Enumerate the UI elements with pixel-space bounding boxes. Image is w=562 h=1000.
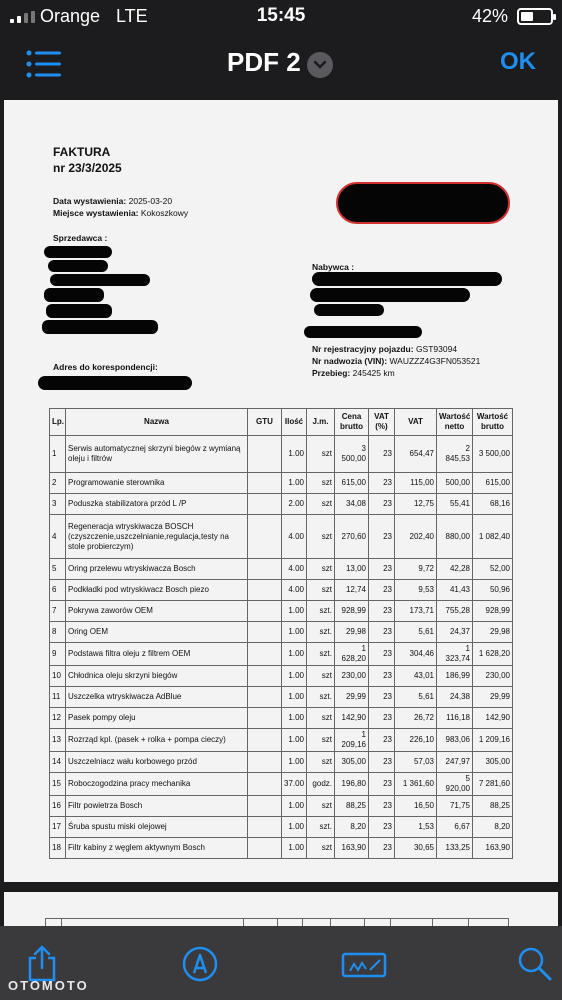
cell-gtu (248, 515, 282, 559)
cell-gross: 68,16 (473, 494, 513, 515)
search-button[interactable] (515, 944, 555, 984)
cell-price: 88,25 (335, 796, 369, 817)
cell-unit: szt (307, 559, 335, 580)
cell-name: Poduszka stabilizatora przód L /P (66, 494, 248, 515)
cell-price: 1 209,16 (335, 729, 369, 752)
chevron-down-icon (313, 60, 327, 70)
cell-gross: 305,00 (473, 752, 513, 773)
cell-vat: 226,10 (395, 729, 437, 752)
cell-price: 29,99 (335, 687, 369, 708)
cell-qty: 1.00 (282, 729, 307, 752)
table-row (50, 838, 513, 859)
redacted-block (312, 272, 502, 286)
cell-vatpct: 23 (369, 729, 395, 752)
cell-vatpct: 23 (369, 838, 395, 859)
cell-lp: 15 (50, 773, 66, 796)
cell-unit: szt. (307, 622, 335, 643)
cell-vat: 202,40 (395, 515, 437, 559)
cell-price: 230,00 (335, 666, 369, 687)
cell-net: 247,97 (437, 752, 473, 773)
cell-lp: 1 (50, 436, 66, 473)
cell-gross: 142,90 (473, 708, 513, 729)
cell-net: 24,38 (437, 687, 473, 708)
col-qty: Ilość (282, 409, 307, 436)
cell-net: 6,67 (437, 817, 473, 838)
cell-gtu (248, 643, 282, 666)
cell-gross: 1 628,20 (473, 643, 513, 666)
table-row (50, 515, 513, 559)
pdf-viewer[interactable] (0, 96, 562, 926)
cell-lp: 4 (50, 515, 66, 559)
cell-lp: 12 (50, 708, 66, 729)
col-lp: Lp. (50, 409, 66, 436)
invoice-title: FAKTURA nr 23/3/2025 (53, 145, 122, 175)
table-row (50, 817, 513, 838)
table-row (50, 752, 513, 773)
cell-gross: 7 281,60 (473, 773, 513, 796)
cell-gtu (248, 473, 282, 494)
cell-price: 3 500,00 (335, 436, 369, 473)
cell-net: 116,18 (437, 708, 473, 729)
cell-qty: 1.00 (282, 687, 307, 708)
cell-vat: 9,53 (395, 580, 437, 601)
cell-vatpct: 23 (369, 559, 395, 580)
invoice-number: nr 23/3/2025 (53, 161, 122, 175)
outline-list-icon[interactable] (26, 50, 62, 78)
cell-gtu (248, 838, 282, 859)
cell-name: Filtr kabiny z węglem aktywnym Bosch (66, 838, 248, 859)
cell-vatpct: 23 (369, 580, 395, 601)
cell-unit: szt (307, 494, 335, 515)
cell-vatpct: 23 (369, 622, 395, 643)
cell-unit: szt (307, 473, 335, 494)
cell-vat: 12,75 (395, 494, 437, 515)
cell-name: Śruba spustu miski olejowej (66, 817, 248, 838)
cell-gross: 29,99 (473, 687, 513, 708)
cell-qty: 1.00 (282, 817, 307, 838)
table-row (50, 559, 513, 580)
signature-button[interactable] (340, 944, 388, 984)
cell-name: Uszczelniacz wału korbowego przód (66, 752, 248, 773)
cell-lp: 8 (50, 622, 66, 643)
cell-gtu (248, 559, 282, 580)
col-vat-pct: VAT (%) (369, 409, 395, 436)
cell-unit: szt. (307, 601, 335, 622)
table-row (50, 580, 513, 601)
cell-net: 42,28 (437, 559, 473, 580)
cell-lp: 16 (50, 796, 66, 817)
network-type: LTE (116, 6, 148, 26)
cell-name: Podstawa filtra oleju z filtrem OEM (66, 643, 248, 666)
cell-net: 2 845,53 (437, 436, 473, 473)
cell-gtu (248, 601, 282, 622)
ok-button[interactable]: OK (500, 48, 536, 75)
vehicle-mileage: Przebieg: 245425 km (312, 368, 395, 378)
cell-gross: 1 082,40 (473, 515, 513, 559)
cell-lp: 9 (50, 643, 66, 666)
invoice-items-table (49, 408, 512, 859)
cell-vatpct: 23 (369, 666, 395, 687)
cell-vat: 1 361,60 (395, 773, 437, 796)
col-vat: VAT (395, 409, 437, 436)
cell-qty: 1.00 (282, 473, 307, 494)
cell-unit: szt. (307, 817, 335, 838)
cell-price: 270,60 (335, 515, 369, 559)
issue-date: Data wystawienia: 2025-03-20 (53, 196, 173, 206)
cell-gross: 3 500,00 (473, 436, 513, 473)
cell-lp: 10 (50, 666, 66, 687)
cell-vat: 304,46 (395, 643, 437, 666)
col-net-value: Wartość netto (437, 409, 473, 436)
cell-gross: 928,99 (473, 601, 513, 622)
cell-vatpct: 23 (369, 436, 395, 473)
cell-net: 880,00 (437, 515, 473, 559)
cell-vat: 26,72 (395, 708, 437, 729)
cell-lp: 17 (50, 817, 66, 838)
battery-percent: 42% (472, 6, 509, 26)
cell-net: 983,06 (437, 729, 473, 752)
title-menu-button[interactable] (307, 52, 333, 78)
redacted-block (42, 320, 158, 334)
cell-gross: 230,00 (473, 666, 513, 687)
signature-icon (340, 944, 388, 984)
cell-unit: szt (307, 580, 335, 601)
cell-net: 133,25 (437, 838, 473, 859)
cell-gtu (248, 773, 282, 796)
col-name: Nazwa (66, 409, 248, 436)
cell-price: 1 628,20 (335, 643, 369, 666)
cell-net: 186,99 (437, 666, 473, 687)
cell-gtu (248, 729, 282, 752)
cell-qty: 1.00 (282, 796, 307, 817)
cell-name: Uszczelka wtryskiwacza AdBlue (66, 687, 248, 708)
cell-gtu (248, 796, 282, 817)
cell-lp: 18 (50, 838, 66, 859)
cell-name: Programowanie sterownika (66, 473, 248, 494)
cell-unit: szt (307, 752, 335, 773)
cell-name: Oring OEM (66, 622, 248, 643)
cell-price: 142,90 (335, 708, 369, 729)
cell-qty: 4.00 (282, 515, 307, 559)
cell-vatpct: 23 (369, 752, 395, 773)
cell-gross: 29,98 (473, 622, 513, 643)
nav-bar (0, 34, 562, 96)
cell-qty: 1.00 (282, 601, 307, 622)
table-row (50, 643, 513, 666)
redacted-block (50, 274, 150, 286)
col-gross-price: Cena brutto (335, 409, 369, 436)
cell-unit: godz. (307, 773, 335, 796)
cell-unit: szt (307, 796, 335, 817)
cell-gross: 52,00 (473, 559, 513, 580)
cell-vat: 5,61 (395, 622, 437, 643)
cell-name: Roboczogodzina pracy mechanika (66, 773, 248, 796)
table-row (50, 796, 513, 817)
cell-vat: 30,65 (395, 838, 437, 859)
cell-qty: 1.00 (282, 708, 307, 729)
cell-net: 71,75 (437, 796, 473, 817)
cell-vatpct: 23 (369, 796, 395, 817)
cell-price: 196,80 (335, 773, 369, 796)
table-row (50, 773, 513, 796)
cell-unit: szt (307, 708, 335, 729)
cell-price: 8,20 (335, 817, 369, 838)
cell-qty: 1.00 (282, 643, 307, 666)
cell-gtu (248, 666, 282, 687)
cell-gross: 88,25 (473, 796, 513, 817)
cell-lp: 5 (50, 559, 66, 580)
cell-net: 500,00 (437, 473, 473, 494)
pdf-page-1 (4, 100, 558, 882)
cell-gtu (248, 752, 282, 773)
cell-vatpct: 23 (369, 643, 395, 666)
cell-gross: 50,96 (473, 580, 513, 601)
cell-unit: szt. (307, 643, 335, 666)
address-label: Adres do korespondencji: (53, 362, 158, 372)
cell-net: 1 323,74 (437, 643, 473, 666)
cell-gtu (248, 817, 282, 838)
cell-qty: 2.00 (282, 494, 307, 515)
cell-vat: 16,50 (395, 796, 437, 817)
cell-vat: 43,01 (395, 666, 437, 687)
cell-name: Chłodnica oleju skrzyni biegów (66, 666, 248, 687)
cell-qty: 37.00 (282, 773, 307, 796)
cell-name: Rozrząd kpl. (pasek + rolka + pompa cieczy) (66, 729, 248, 752)
cell-lp: 14 (50, 752, 66, 773)
cell-name: Oring przelewu wtryskiwacza Bosch (66, 559, 248, 580)
table-row (50, 666, 513, 687)
cell-price: 29,98 (335, 622, 369, 643)
cell-qty: 1.00 (282, 666, 307, 687)
markup-button[interactable] (180, 944, 220, 984)
cell-qty: 4.00 (282, 580, 307, 601)
cell-vatpct: 23 (369, 494, 395, 515)
vehicle-vin: Nr nadwozia (VIN): WAUZZZ4G3FN053521 (312, 356, 481, 366)
cell-qty: 1.00 (282, 752, 307, 773)
cell-vatpct: 23 (369, 601, 395, 622)
cell-name: Filtr powietrza Bosch (66, 796, 248, 817)
cell-vat: 654,47 (395, 436, 437, 473)
cell-vatpct: 23 (369, 817, 395, 838)
cell-vat: 173,71 (395, 601, 437, 622)
cell-vatpct: 23 (369, 773, 395, 796)
cell-unit: szt (307, 436, 335, 473)
cell-name: Regeneracja wtryskiwacza BOSCH (czyszczenie,uszczelnianie,regulacja,testy na stole probierczym) (66, 515, 248, 559)
cell-lp: 2 (50, 473, 66, 494)
cell-lp: 11 (50, 687, 66, 708)
redacted-block (48, 260, 108, 272)
cell-qty: 1.00 (282, 838, 307, 859)
redacted-block (310, 288, 470, 302)
cell-vat: 1,53 (395, 817, 437, 838)
search-icon (515, 944, 555, 984)
cell-lp: 13 (50, 729, 66, 752)
cell-name: Pasek pompy oleju (66, 708, 248, 729)
battery-icon (517, 8, 553, 25)
redacted-block (38, 376, 192, 390)
carrier-name: Orange (40, 6, 101, 26)
cell-vat: 57,03 (395, 752, 437, 773)
cell-price: 12,74 (335, 580, 369, 601)
cell-vatpct: 23 (369, 515, 395, 559)
cell-lp: 3 (50, 494, 66, 515)
table-row (50, 473, 513, 494)
cell-vatpct: 23 (369, 473, 395, 494)
cell-net: 55,41 (437, 494, 473, 515)
col-gross-value: Wartość brutto (473, 409, 513, 436)
redacted-block (336, 182, 510, 224)
cell-vat: 115,00 (395, 473, 437, 494)
cell-gross: 1 209,16 (473, 729, 513, 752)
cell-gtu (248, 494, 282, 515)
table-header-row (50, 409, 513, 436)
cell-unit: szt (307, 666, 335, 687)
redacted-block (46, 304, 112, 318)
seller-label: Sprzedawca : (53, 233, 108, 243)
cell-name: Pokrywa zaworów OEM (66, 601, 248, 622)
cell-unit: szt. (307, 687, 335, 708)
cell-price: 163,90 (335, 838, 369, 859)
cell-net: 755,28 (437, 601, 473, 622)
cell-vat: 9,72 (395, 559, 437, 580)
redacted-block (44, 246, 112, 258)
cell-vatpct: 23 (369, 708, 395, 729)
cell-lp: 7 (50, 601, 66, 622)
status-time: 15:45 (256, 5, 306, 26)
cell-gross: 163,90 (473, 838, 513, 859)
cell-gtu (248, 436, 282, 473)
vehicle-registration: Nr rejestracyjny pojazdu: GST93094 (312, 344, 458, 354)
cell-net: 5 920,00 (437, 773, 473, 796)
table-row (50, 729, 513, 752)
table-row (50, 687, 513, 708)
table-row (50, 601, 513, 622)
redacted-block (314, 304, 384, 316)
redacted-block (304, 326, 422, 338)
cell-unit: szt (307, 515, 335, 559)
cell-qty: 1.00 (282, 622, 307, 643)
issue-place: Miejsce wystawienia: Kokoszkowy (53, 208, 189, 218)
markup-pen-icon (180, 944, 220, 984)
buyer-label: Nabywca : (312, 262, 355, 272)
table-row (50, 622, 513, 643)
cell-vat: 5,61 (395, 687, 437, 708)
document-title: PDF 2 (227, 47, 301, 77)
cell-price: 305,00 (335, 752, 369, 773)
cell-price: 615,00 (335, 473, 369, 494)
cell-gtu (248, 622, 282, 643)
cell-gross: 615,00 (473, 473, 513, 494)
cell-net: 41,43 (437, 580, 473, 601)
cell-price: 928,99 (335, 601, 369, 622)
cell-vatpct: 23 (369, 687, 395, 708)
cell-gtu (248, 687, 282, 708)
cell-net: 24,37 (437, 622, 473, 643)
col-gtu: GTU (248, 409, 282, 436)
table-row (50, 708, 513, 729)
cell-gross: 8,20 (473, 817, 513, 838)
watermark-text: OTOMOTO (8, 978, 89, 993)
cell-gtu (248, 708, 282, 729)
cell-lp: 6 (50, 580, 66, 601)
table-row (50, 436, 513, 473)
col-unit: J.m. (307, 409, 335, 436)
redacted-block (44, 288, 104, 302)
cell-unit: szt (307, 729, 335, 752)
status-bar (0, 0, 562, 34)
cell-price: 13,00 (335, 559, 369, 580)
cell-name: Podkładki pod wtryskiwacz Bosch piezo (66, 580, 248, 601)
cell-qty: 4.00 (282, 559, 307, 580)
cell-price: 34,08 (335, 494, 369, 515)
cell-gtu (248, 580, 282, 601)
cell-qty: 1.00 (282, 436, 307, 473)
cell-unit: szt (307, 838, 335, 859)
table-row (50, 494, 513, 515)
cell-name: Serwis automatycznej skrzyni biegów z wymianą oleju i filtrów (66, 436, 248, 473)
